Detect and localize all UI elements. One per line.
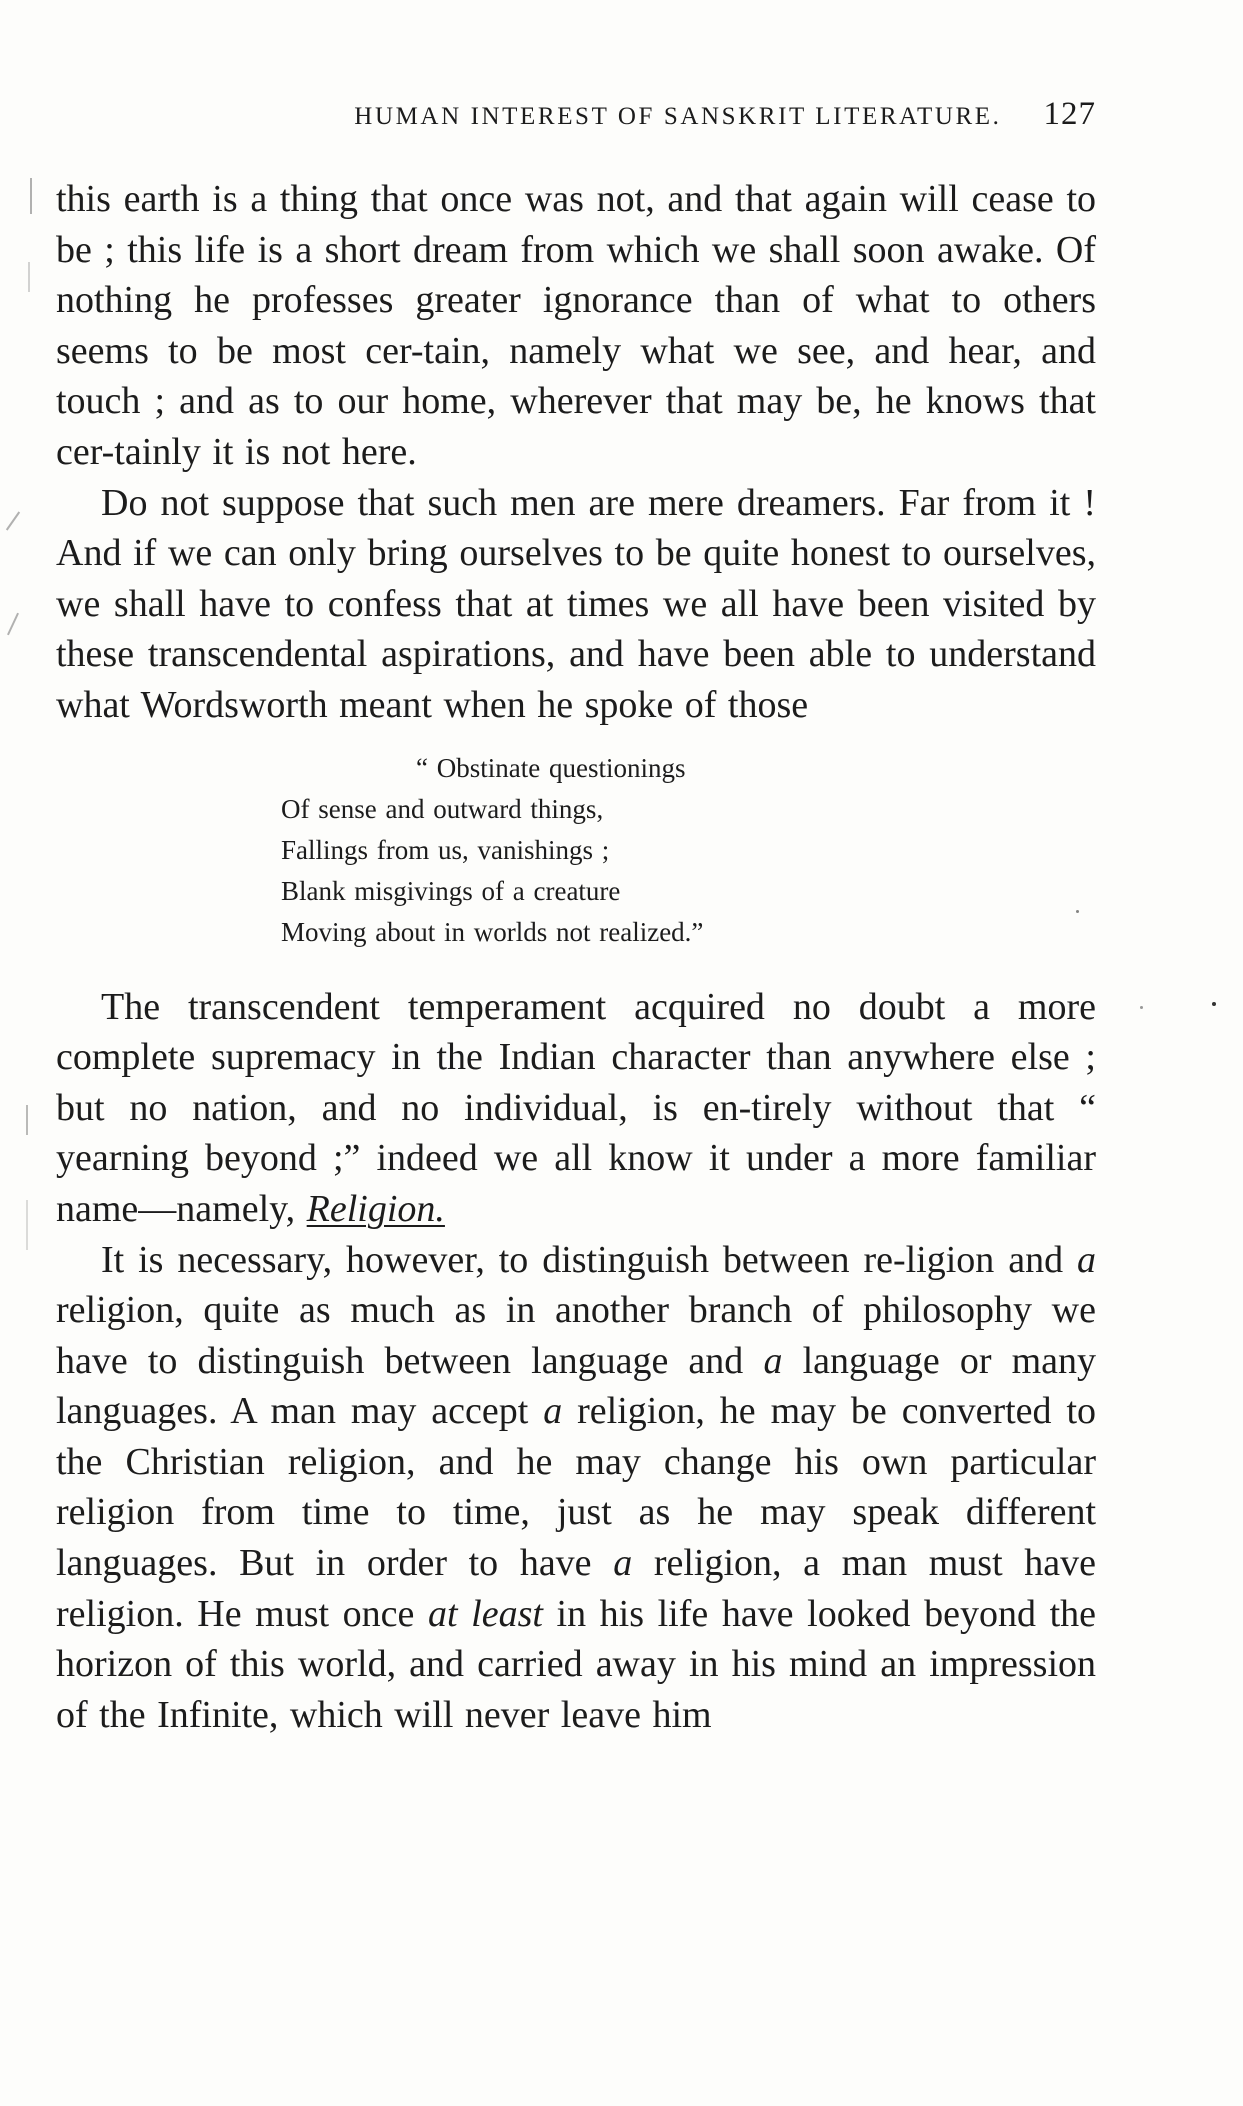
quote-line: “ Obstinate questionings: [416, 752, 686, 783]
paragraph-3: [56, 982, 1096, 1235]
quote-line: Moving about in worlds not realized.”: [281, 916, 704, 947]
quote-line: Blank misgivings of a creature: [281, 875, 621, 906]
religion-emphasis: Religion.: [306, 1187, 445, 1230]
paragraph-4: [56, 1235, 1096, 1741]
paragraph-4-text: It is necessary, however, to distinguish between re-ligion and: [101, 1238, 1064, 1281]
paragraph-1: this earth is a thing that once was not, and that again will cease to be ; this life is a short dream from which we shall soon awake. Of nothing he professes greater ignorance than of what to others seems to be most cer-tain, namely what we see, and hear, and touch ; and as to our home, wherever that may be, he knows that cer-tainly it is not here.: [56, 178, 1096, 473]
italic-a: a: [613, 1542, 633, 1585]
paragraph-4-text: language or many languages. A man may accept: [56, 1339, 1097, 1433]
wordsworth-quote: [281, 748, 1096, 953]
book-page: [56, 96, 1096, 1740]
scan-speck: [1140, 1006, 1143, 1009]
paragraph-4-text: in his life have looked beyond the horizon of this world, and carried away in his mind an impression of the Infinite, which will never leave him: [56, 1592, 1097, 1736]
running-head: HUMAN INTEREST OF SANSKRIT LITERATURE.: [354, 103, 1002, 130]
paragraph-4-text: religion, he may be converted to the Christian religion, and he may change his own particular religion from time to time, just as he may speak different languages. But in order to have: [56, 1390, 1097, 1585]
margin-mark: [28, 262, 30, 292]
paragraph-4-text: religion, a man must have religion. He must once: [56, 1542, 1097, 1635]
quote-line: Of sense and outward things,: [281, 793, 604, 824]
margin-mark: [6, 511, 20, 530]
paragraph-4-text: religion, quite as much as in another branch of philosophy we have to distinguish between language and: [56, 1289, 1096, 1382]
page-number: 127: [1043, 96, 1096, 132]
page-header: [56, 96, 1096, 136]
italic-at-least: at least: [428, 1592, 543, 1635]
margin-mark: [26, 1105, 28, 1135]
italic-a: a: [1077, 1238, 1096, 1281]
quote-line: Fallings from us, vanishings ;: [281, 834, 610, 865]
scan-speck: [1076, 910, 1079, 913]
scan-speck: [1212, 1002, 1216, 1006]
margin-mark: [30, 178, 32, 214]
paragraph-3-text: The transcendent temperament acquired no doubt a more complete supremacy in the Indian character than anywhere else ; but no nation, and no individual, is en-tirely without that “ yearning beyond ;” indeed we all know it under a more familiar name—namely,: [56, 985, 1096, 1230]
margin-mark: [26, 1200, 28, 1250]
italic-a: a: [543, 1390, 563, 1433]
italic-a: a: [763, 1339, 783, 1382]
margin-mark: [7, 613, 19, 636]
paragraph-2: Do not suppose that such men are mere dreamers. Far from it ! And if we can only bring ourselves to be quite honest to ourselves, we shall have to confess that at times we all have been visited by these transcendental aspirations, and have been able to understand what Wordsworth meant when he spoke of those: [56, 481, 1096, 726]
body-text: [56, 174, 1096, 1740]
